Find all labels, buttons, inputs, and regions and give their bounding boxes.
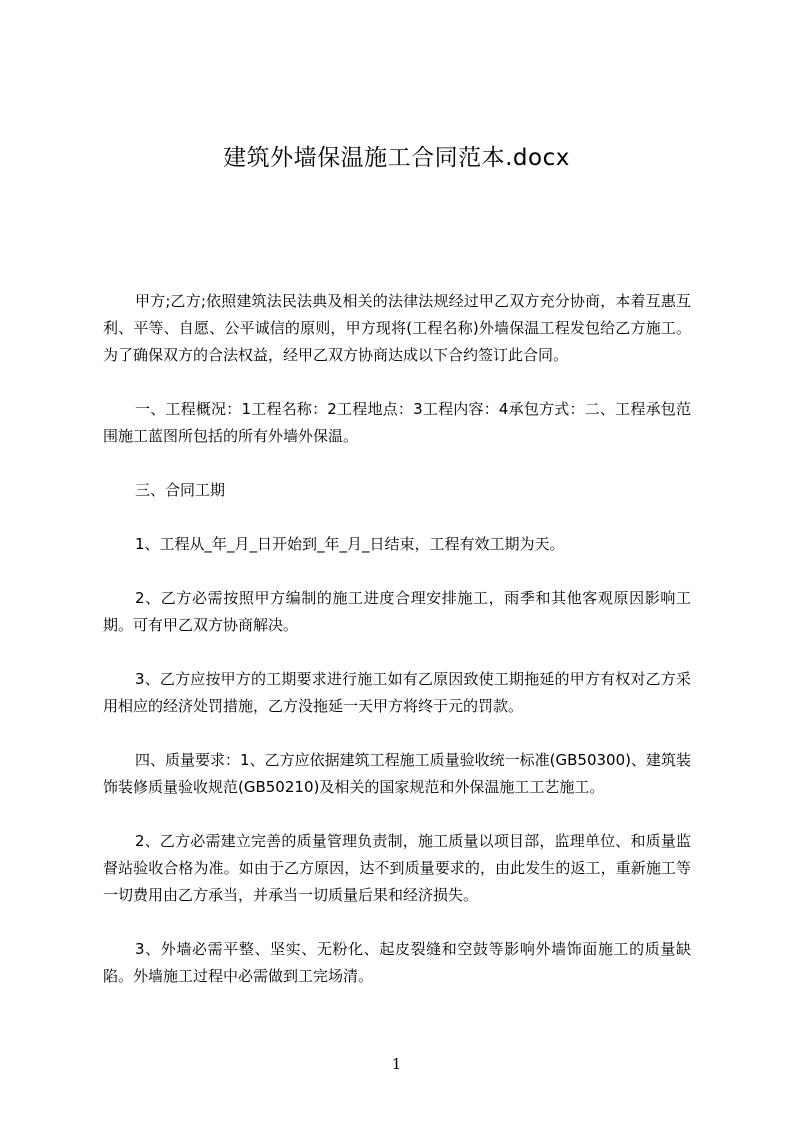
paragraph-intro: 甲方;乙方;依照建筑法民法典及相关的法律法规经过甲乙双方充分协商，本着互惠互利、平等、自愿、公平诚信的原则，甲方现将(工程名称)外墙保温工程发包给乙方施工。为了确保双方的合法权益，经甲乙双方协商达成以下合约签订此合同。 [103, 292, 691, 364]
paragraph-quality-item-2: 2、乙方必需建立完善的质量管理负责制，施工质量以项目部，监理单位、和质量监督站验收合格为准。如由于乙方原因，达不到质量要求的，由此发生的返工，重新施工等一切费用由乙方承当，并承当一切质量后果和经济损失。 [103, 832, 691, 904]
paragraph-quality-item-1: 四、质量要求：1、乙方应依据建筑工程施工质量验收统一标准(GB50300)、建筑装饰装修质量验收规范(GB50210)及相关的国家规范和外保温施工工艺施工。 [103, 751, 691, 796]
paragraph-section-heading-schedule: 三、合同工期 [135, 481, 226, 499]
paragraph-quality-item-3: 3、外墙必需平整、坚实、无粉化、起皮裂缝和空鼓等影响外墙饰面施工的质量缺陷。外墙施工过程中必需做到工完场清。 [103, 940, 691, 985]
paragraph-schedule-item-3: 3、乙方应按甲方的工期要求进行施工如有乙原因致使工期拖延的甲方有权对乙方采用相应的经济处罚措施，乙方没拖延一天甲方将终于元的罚款。 [103, 670, 691, 715]
paragraph-schedule-item-2: 2、乙方必需按照甲方编制的施工进度合理安排施工，雨季和其他客观原因影响工期。可有甲乙双方协商解决。 [103, 589, 691, 634]
document-title: 建筑外墙保温施工合同范本.docx [223, 145, 570, 171]
document-body [103, 288, 691, 990]
paragraph-project-overview: 一、工程概况：1工程名称：2工程地点：3工程内容：4承包方式：二、工程承包范围施工蓝图所包括的所有外墙外保温。 [103, 400, 691, 445]
page-number: 1 [391, 1055, 402, 1073]
paragraph-schedule-item-1: 1、工程从_年_月_日开始到_年_月_日结束，工程有效工期为天。 [135, 535, 565, 553]
